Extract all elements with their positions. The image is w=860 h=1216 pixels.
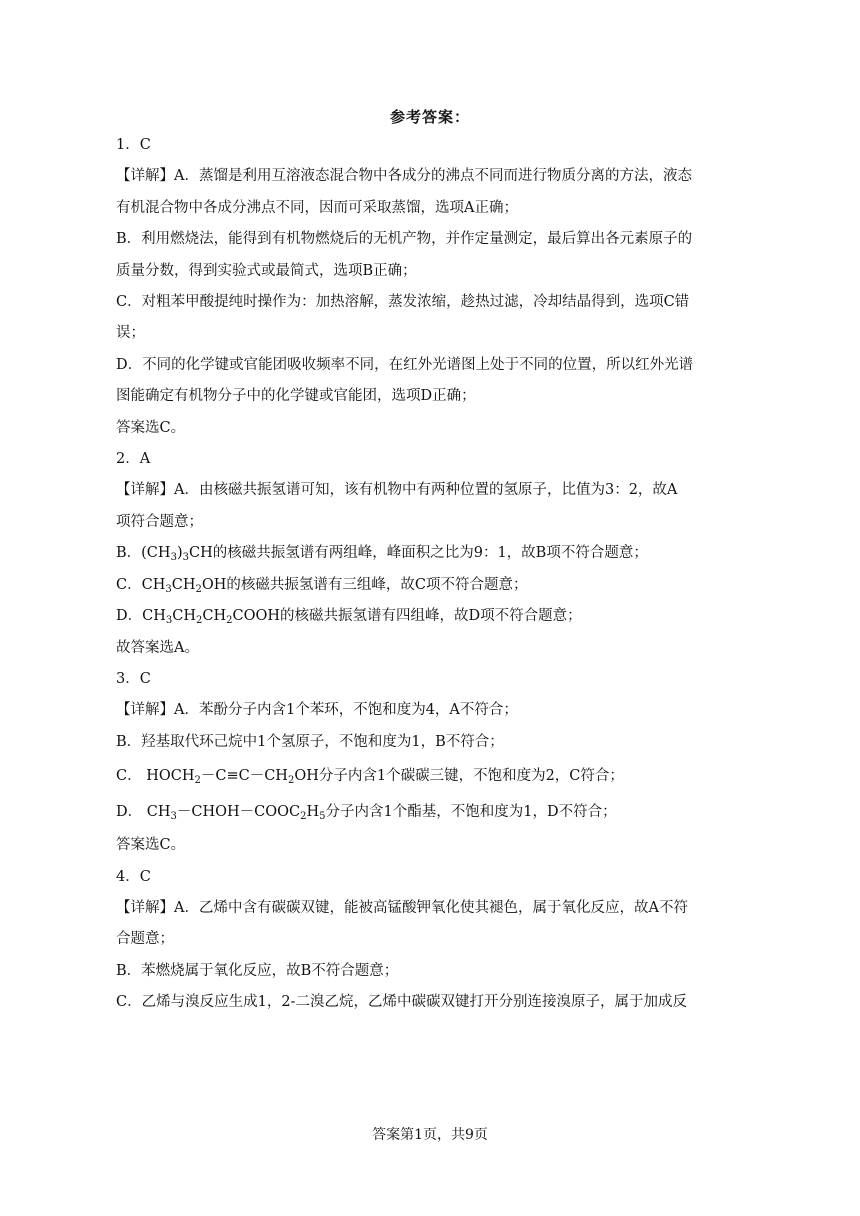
- page-title: 参考答案：: [389, 108, 470, 126]
- answer-number-2: 2．A: [116, 451, 151, 468]
- text-line: 图能确定有机物分子中的化学键或官能团，选项D正确；: [116, 388, 476, 405]
- text-line: 误；: [116, 325, 145, 342]
- text-line: 【详解】A．苯酚分子内含1个苯环，不饱和度为4，A不符合；: [116, 702, 518, 719]
- text-line: 答案选C。: [116, 837, 186, 854]
- text-line: 合题意；: [116, 931, 174, 948]
- text-line: C．乙烯与溴反应生成1，2-二溴乙烷，乙烯中碳碳双键打开分别连接溴原子，属于加成反: [116, 994, 687, 1011]
- answer-number-1: 1．C: [116, 137, 151, 153]
- text-line: B．$(CH_3)_3CH$的核磁共振氢谱有两组峰，峰面积之比为9：1，故B项不符合题意；: [116, 545, 648, 564]
- text-line: 故答案选A。: [116, 639, 199, 656]
- text-line: 【详解】A．由核磁共振氢谱可知，该有机物中有两种位置的氢原子，比值为3：2，故A: [116, 482, 678, 499]
- text-line: B．利用燃烧法，能得到有机物燃烧后的无机产物，并作定量测定，最后算出各元素原子的: [116, 231, 693, 248]
- text-line: 质量分数，得到实验式或最简式，选项B正确；: [116, 262, 417, 279]
- text-line: 【详解】A．蒸馏是利用互溶液态混合物中各成分的沸点不同而进行物质分离的方法，液态: [116, 168, 692, 185]
- text-line: C．$CH_3CH_2OH$的核磁共振氢谱有三组峰，故C项不符合题意；: [116, 576, 528, 595]
- page-footer: 答案第1页，共9页: [372, 1127, 488, 1143]
- text-line: B．苯燃烧属于氧化反应，故B不符合题意；: [116, 962, 399, 979]
- text-line: 有机混合物中各成分沸点不同，因而可采取蒸馏，选项A正确；: [116, 199, 518, 216]
- text-line: D．$CH_3CH_2CH_2COOH$的核磁共振氢谱有四组峰，故D项不符合题意；: [116, 608, 582, 627]
- text-line: C．对粗苯甲酸提纯时操作为：加热溶解，蒸发浓缩，趁热过滤，冷却结晶得到，选项C错: [116, 294, 690, 311]
- formula-line: C． $HOCH_2-C\equiv C-CH_2OH$分子内含1个碳碳三键，不饱和度为2，C符合；: [116, 768, 624, 787]
- text-line: B．羟基取代环己烷中1个氢原子，不饱和度为1，B不符合；: [116, 733, 504, 750]
- text-line: 【详解】A．乙烯中含有碳碳双键，能被高锰酸钾氧化使其褪色，属于氧化反应，故A不符: [116, 899, 688, 916]
- text-line: D．不同的化学键或官能团吸收频率不同，在红外光谱图上处于不同的位置，所以红外光谱: [116, 356, 694, 373]
- text-line: 项符合题意；: [116, 513, 203, 530]
- formula-line: D． $CH_3-CHOH-COOC_2H_5$分子内含1个酯基，不饱和度为1，D不符合；: [116, 804, 617, 823]
- text-line: 答案选C。: [116, 419, 186, 436]
- answer-content: [116, 130, 744, 1019]
- answer-number-3: 3．C: [116, 670, 151, 687]
- answer-number-4: 4．C: [116, 868, 151, 885]
